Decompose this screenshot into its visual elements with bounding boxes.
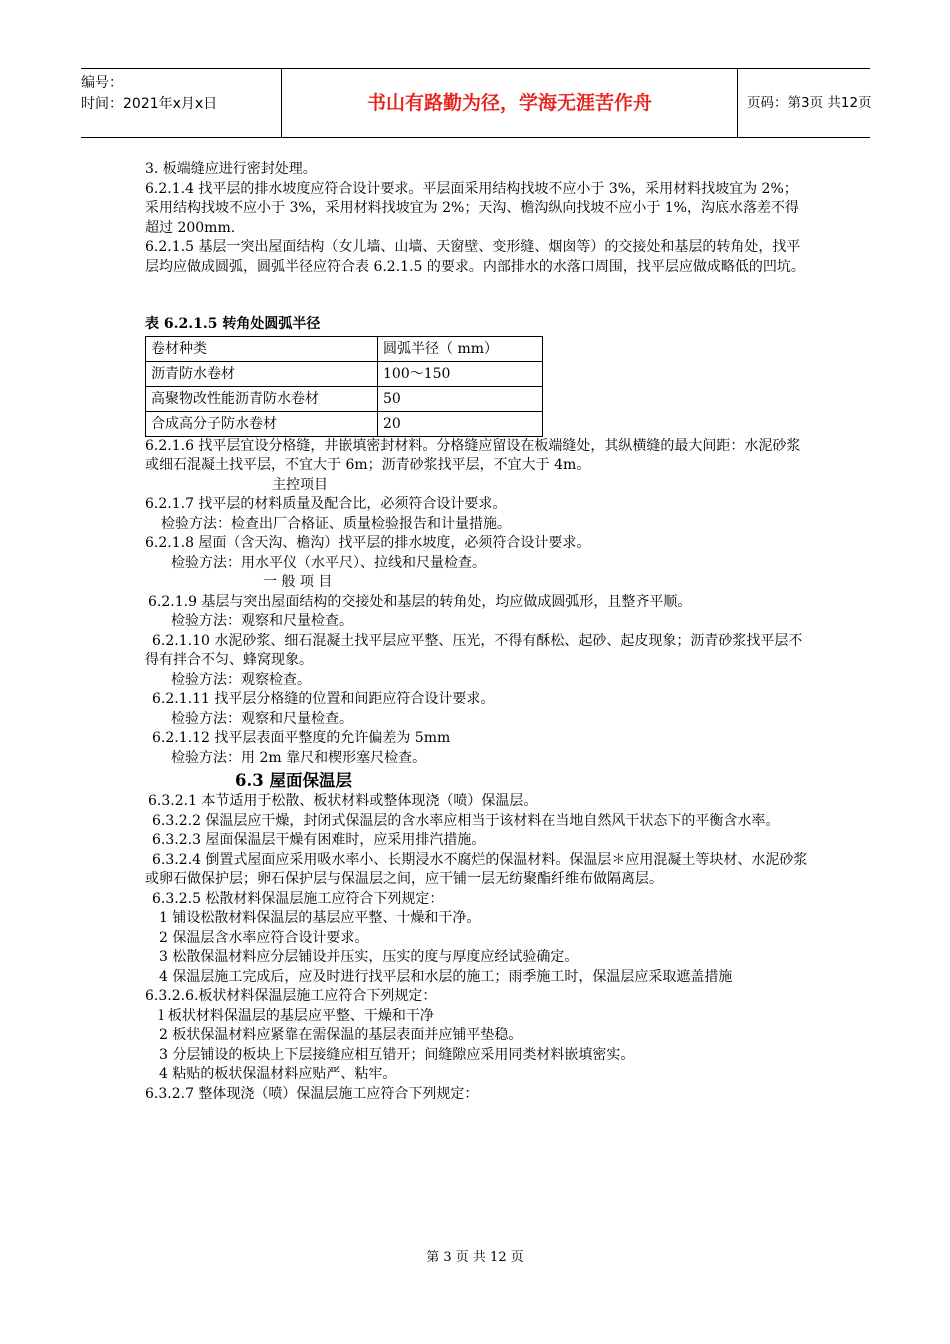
paragraph: 6.3.2.5 松散材料保温层施工应符合下列规定： xyxy=(152,890,444,907)
paragraph: 6.3.2.2 保温层应干燥，封闭式保温层的含水率应相当于该材料在当地自然风干状态下的平衡含水率。 xyxy=(152,812,780,829)
table-header-cell: 卷材种类 xyxy=(146,336,378,361)
table-cell: 沥青防水卷材 xyxy=(146,361,378,386)
list-item: l 板状材料保温层的基层应平整、干燥和干净 xyxy=(159,1007,434,1024)
list-item: 4 保温层施工完成后，应及时进行找平层和水层的施工；雨季施工时，保温层应采取遮盖措施 xyxy=(159,968,733,985)
table-row xyxy=(146,386,543,411)
paragraph: 6.2.1.12 找平层表面平整度的允许偏差为 5mm xyxy=(152,730,451,746)
paragraph: 6.2.1.7 找平层的材料质量及配合比，必须符合设计要求。 xyxy=(145,496,507,512)
table-header-row xyxy=(146,336,543,361)
header-motto: 书山有路勤为径，学海无涯苦作舟 xyxy=(281,69,738,137)
paragraph: 6.3.2.7 整体现浇（喷）保温层施工应符合下列规定： xyxy=(145,1085,479,1102)
paragraph: 6.2.1.9 基层与突出屋面结构的交接处和基层的转角处，均应做成圆弧形，且整齐平顺。 xyxy=(148,593,692,610)
table-cell: 合成高分子防水卷材 xyxy=(146,411,378,436)
check-method: 检验方法：观察和尺量检查。 xyxy=(171,710,353,727)
list-item: 4 粘贴的板状保温材料应贴严、粘牢。 xyxy=(159,1066,397,1082)
table-header-cell: 圆弧半径（ mm） xyxy=(378,336,543,361)
table-row xyxy=(146,361,543,386)
paragraph: 6.3.2.1 本节适用于松散、板状材料或整体现浇（喷）保温层。 xyxy=(148,793,538,809)
table-row xyxy=(146,411,543,436)
document-body xyxy=(145,160,810,1104)
time-label: 时间：2021年x月x日 xyxy=(81,96,218,112)
paragraph: 6.2.1.5 基层一突出屋面结构（女儿墙、山墙、天窗壁、变形缝、烟囱等）的交接处和基层的转角处，找平层均应做成圆弧，圆弧半径应符合表 6.2.1.5 的要求。内部排水的水落口周围，找平层应做成略低的凹坑。 xyxy=(145,239,805,275)
number-label: 编号： xyxy=(81,75,123,91)
paragraph: 6.3.2.4 倒置式屋面应采用吸水率小、长期浸水不腐烂的保温材料。保温层＊应用混凝土等块材、水泥砂浆或卵石做保护层；卵石保护层与保温层之间，应干铺一层无纺聚酯纤维布做隔离层。 xyxy=(145,851,808,887)
check-method: 检验方法：观察和尺量检查。 xyxy=(171,613,353,629)
list-item: 3 松散保温材料应分层铺设并压实，压实的度与厚度应经试验确定。 xyxy=(159,949,579,965)
header-page-label: 页码：第3页 共12页 xyxy=(747,95,872,111)
table-cell: 50 xyxy=(378,386,543,411)
paragraph: 6.2.1.6 找平层宜设分格缝，井嵌填密封材料。分格缝应留设在板端缝处，其纵横缝的最大间距：水泥砂浆或细石混凝土找平层，不宜大于 6m；沥青砂浆找平层，不宜大于 4m。 xyxy=(145,437,801,473)
paragraph: 6.2.1.4 找平层的排水坡度应符合设计要求。平层面采用结构找坡不应小于 3%，采用材料找坡宜为 2%；采用结构找坡不应小于 3%，采用材料找坡宜为 2%；天沟、檐沟纵向找坡不应小于 1%，沟底水落差不得超过 200mm. xyxy=(145,180,799,236)
list-item: 2 保温层含水率应符合设计要求。 xyxy=(159,929,369,946)
page-header xyxy=(81,68,870,138)
paragraph: 6.2.1.8 屋面（含天沟、檐沟）找平层的排水坡度，必须符合设计要求。 xyxy=(145,535,591,551)
check-method: 检验方法：检查出厂合格证、质量检验报告和计量措施。 xyxy=(161,515,511,532)
table-cell: 20 xyxy=(378,411,543,436)
check-method: 检验方法：用水平仪（水平尺）、拉线和尺量检查。 xyxy=(171,554,486,571)
table-caption: 表 6.2.1.5 转角处圆弧半径 xyxy=(145,316,321,332)
paragraph: 3. 板端缝应进行密封处理。 xyxy=(145,161,317,177)
general-items-title: 一 般 项 目 xyxy=(263,574,333,590)
table-cell: 100～150 xyxy=(378,361,543,386)
table-cell: 高聚物改性能沥青防水卷材 xyxy=(146,386,378,411)
check-method: 检验方法：观察检查。 xyxy=(171,671,311,688)
paragraph: 6.2.1.11 找平层分格缝的位置和间距应符合设计要求。 xyxy=(152,691,495,707)
header-info xyxy=(81,69,281,137)
paragraph: 6.3.2.3 屋面保温层干燥有困难时，应采用排汽措施。 xyxy=(152,832,486,848)
main-items-title: 主控项目 xyxy=(272,476,328,493)
list-item: 1 铺设松散材料保温层的基层应平整、十燥和干净。 xyxy=(159,910,481,926)
page-footer: 第 3 页 共 12 页 xyxy=(426,1250,524,1265)
list-item: 2 板状保温材料应紧靠在需保温的基层表面并应铺平垫稳。 xyxy=(159,1027,523,1043)
radius-table xyxy=(145,336,543,437)
check-method: 检验方法：用 2m 靠尺和楔形塞尺检查。 xyxy=(171,749,427,766)
paragraph: 6.3.2.6.板状材料保温层施工应符合下列规定： xyxy=(145,988,437,1004)
list-item: 3 分层铺设的板块上下层接缝应相互错开；间缝隙应采用同类材料嵌填密实。 xyxy=(159,1046,635,1063)
section-title: 6.3 屋面保温层 xyxy=(235,771,352,790)
paragraph: 6.2.1.10 水泥砂浆、细石混凝土找平层应平整、压光，不得有酥松、起砂、起皮现象；沥青砂浆找平层不得有拌合不匀、蜂窝现象。 xyxy=(145,632,803,668)
